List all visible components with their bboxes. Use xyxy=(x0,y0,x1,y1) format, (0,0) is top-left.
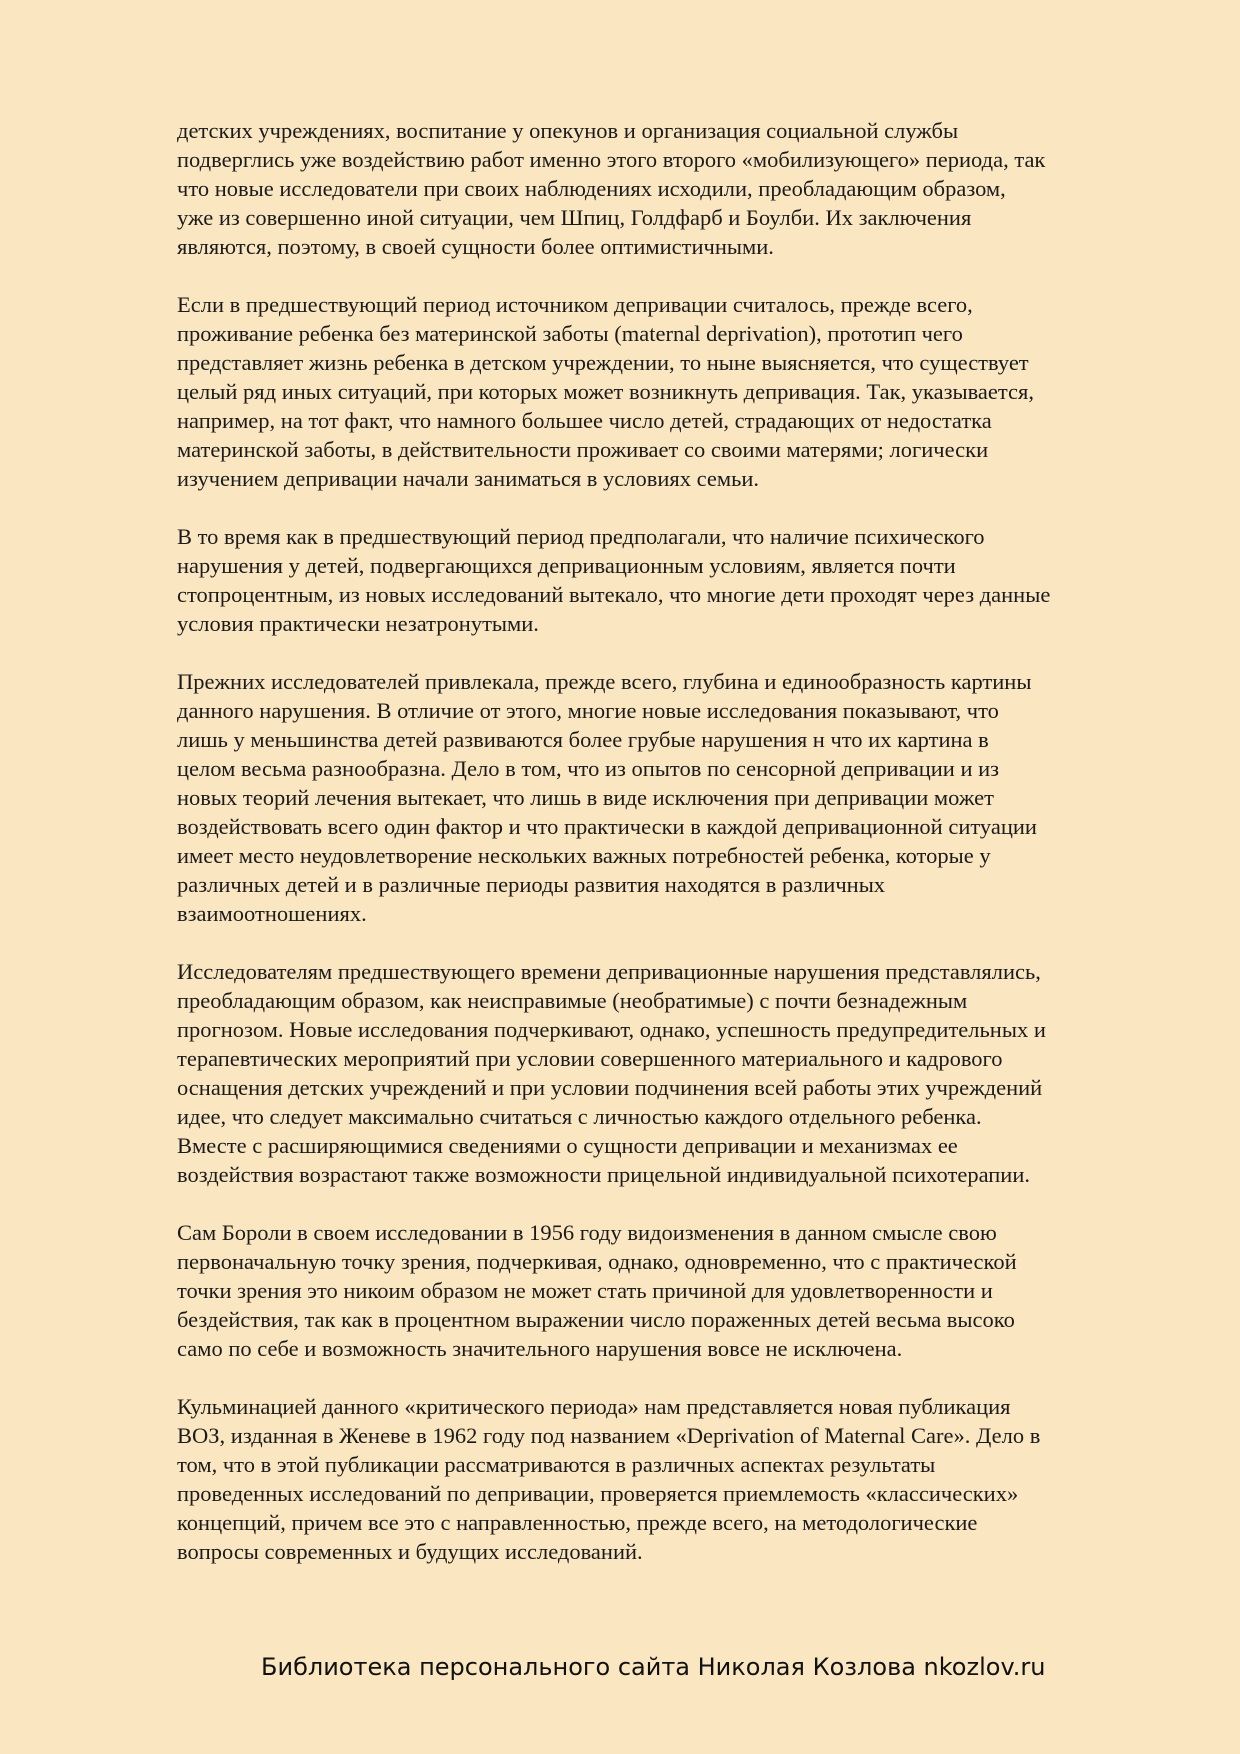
text-line: оснащения детских учреждений и при условии подчинения всей работы этих учреждений xyxy=(177,1075,1043,1100)
paragraph xyxy=(177,1218,1177,1363)
text-line: проживание ребенка без материнской заботы (maternal deprivation), прототип чего xyxy=(177,321,963,346)
text-line: Если в предшествующий период источником депривации считалось, прежде всего, xyxy=(177,292,973,317)
text-line: В то время как в предшествующий период предполагали, что наличие психического xyxy=(177,524,985,549)
paragraph xyxy=(177,1392,1177,1566)
text-line: например, на тот факт, что намного большее число детей, страдающих от недостатка xyxy=(177,408,992,433)
paragraph xyxy=(177,290,1177,493)
text-line: условия практически незатронутыми. xyxy=(177,611,539,636)
text-line: проведенных исследований по депривации, проверяется приемлемость «классических» xyxy=(177,1481,1019,1506)
text-line: данного нарушения. В отличие от этого, многие новые исследования показывают, что xyxy=(177,698,999,723)
text-line: материнской заботы, в действительности проживает со своими матерями; логически xyxy=(177,437,989,462)
text-line: различных детей и в различные периоды развития находятся в различных xyxy=(177,872,886,897)
footer-attribution: Библиотека персонального сайта Николая Козлова nkozlov.ru xyxy=(261,1653,1046,1681)
paragraph xyxy=(177,667,1177,928)
text-line: Сам Бороли в своем исследовании в 1956 году видоизменения в данном смысле свою xyxy=(177,1220,997,1245)
text-line: идее, что следует максимально считаться с личностью каждого отдельного ребенка. xyxy=(177,1104,982,1129)
text-line: бездействия, так как в процентном выражении число пораженных детей весьма высоко xyxy=(177,1307,1015,1332)
text-line: прогнозом. Новые исследования подчеркивают, однако, успешность предупредительных и xyxy=(177,1017,1046,1042)
text-line: воздействия возрастают также возможности прицельной индивидуальной психотерапии. xyxy=(177,1162,1031,1187)
text-line: преобладающим образом, как неисправимые (необратимые) с почти безнадежным xyxy=(177,988,968,1013)
paragraph xyxy=(177,957,1177,1189)
text-line: воздействовать всего один фактор и что практически в каждой депривационной ситуации xyxy=(177,814,1037,839)
text-line: концепций, причем все это с направленностью, прежде всего, на методологические xyxy=(177,1510,978,1535)
text-line: уже из совершенно иной ситуации, чем Шпиц, Голдфарб и Боулби. Их заключения xyxy=(177,205,972,230)
text-line: Исследователям предшествующего времени депривационные нарушения представлялись, xyxy=(177,959,1041,984)
paragraph xyxy=(177,522,1177,638)
text-line: Прежних исследователей привлекала, прежде всего, глубина и единообразность картины xyxy=(177,669,1032,694)
text-line: Кульминацией данного «критического периода» нам представляется новая публикация xyxy=(177,1394,1011,1419)
text-line: лишь у меньшинства детей развиваются более грубые нарушения н что их картина в xyxy=(177,727,989,752)
text-line: первоначальную точку зрения, подчеркивая, однако, одновременно, что с практической xyxy=(177,1249,1017,1274)
text-line: вопросы современных и будущих исследований. xyxy=(177,1539,643,1564)
text-line: целом весьма разнообразна. Дело в том, что из опытов по сенсорной депривации и из xyxy=(177,756,1000,781)
text-line: ВОЗ, изданная в Женеве в 1962 году под названием «Deprivation of Maternal Care». Дело в xyxy=(177,1423,1041,1448)
text-line: что новые исследователи при своих наблюдениях исходили, преобладающим образом, xyxy=(177,176,1006,201)
text-line: новых теорий лечения вытекает, что лишь в виде исключения при депривации может xyxy=(177,785,994,810)
text-line: само по себе и возможность значительного нарушения вовсе не исключена. xyxy=(177,1336,903,1361)
text-line: Вместе с расширяющимися сведениями о сущности депривации и механизмах ее xyxy=(177,1133,958,1158)
paragraph xyxy=(177,116,1177,261)
text-line: изучением депривации начали заниматься в условиях семьи. xyxy=(177,466,760,491)
text-line: точки зрения это никоим образом не может стать причиной для удовлетворенности и xyxy=(177,1278,993,1303)
text-line: том, что в этой публикации рассматриваются в различных аспектах результаты xyxy=(177,1452,936,1477)
text-line: являются, поэтому, в своей сущности более оптимистичными. xyxy=(177,234,774,259)
text-line: терапевтических мероприятий при условии совершенного материального и кадрового xyxy=(177,1046,1003,1071)
text-line: целый ряд иных ситуаций, при которых может возникнуть депривация. Так, указывается, xyxy=(177,379,1034,404)
text-line: детских учреждениях, воспитание у опекунов и организация социальной службы xyxy=(177,118,959,143)
text-line: нарушения у детей, подвергающихся депривационным условиям, является почти xyxy=(177,553,956,578)
document-body xyxy=(177,116,1177,1595)
text-line: взаимоотношениях. xyxy=(177,901,367,926)
text-line: стопроцентным, из новых исследований вытекало, что многие дети проходят через данные xyxy=(177,582,1051,607)
text-line: представляет жизнь ребенка в детском учреждении, то ныне выясняется, что существует xyxy=(177,350,1029,375)
text-line: подверглись уже воздействию работ именно этого второго «мобилизующего» периода, так xyxy=(177,147,1046,172)
text-line: имеет место неудовлетворение нескольких важных потребностей ребенка, которые у xyxy=(177,843,991,868)
